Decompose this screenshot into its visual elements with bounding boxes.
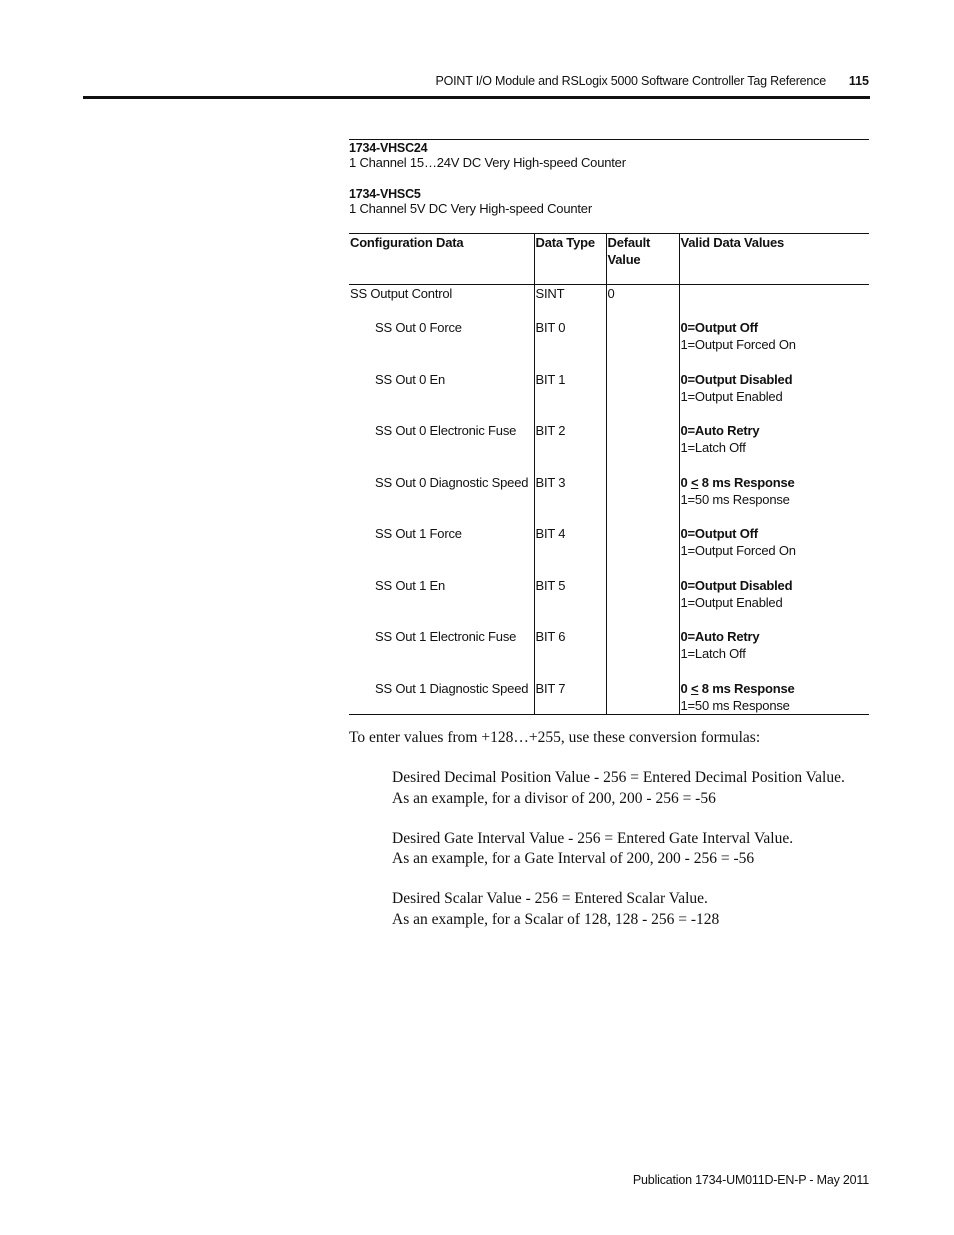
valid-value-alt: 1=50 ms Response — [680, 697, 790, 713]
default-cell — [606, 680, 679, 715]
value-text: 0 — [680, 680, 691, 696]
valid-value-default: 0=Output Off — [680, 320, 758, 335]
less-equal-symbol: < — [690, 680, 699, 696]
values-cell — [679, 422, 869, 474]
formula-example: As an example, for a Gate Interval of 200, 200 - 256 = -56 — [392, 850, 755, 867]
config-cell: SS Out 1 Diagnostic Speed — [349, 680, 534, 715]
running-header: POINT I/O Module and RSLogix 5000 Software Controller Tag Reference — [435, 74, 826, 88]
less-equal-symbol: < — [690, 474, 699, 490]
type-cell: BIT 1 — [534, 371, 606, 423]
formula-line: Desired Scalar Value - 256 = Entered Scalar Value. — [392, 890, 708, 907]
table-row — [349, 422, 869, 474]
type-cell: BIT 5 — [534, 577, 606, 629]
table-row — [349, 474, 869, 526]
default-cell — [606, 422, 679, 474]
product-title: 1734-VHSC5 — [349, 187, 421, 201]
body-text — [349, 728, 869, 930]
intro-paragraph: To enter values from +128…+255, use these conversion formulas: — [349, 729, 761, 746]
valid-value-default: 0=Output Off — [680, 526, 758, 541]
formula-paragraph — [392, 889, 869, 930]
value-text: 0 — [680, 474, 691, 490]
default-cell — [606, 525, 679, 577]
config-cell: SS Out 1 En — [375, 577, 446, 593]
valid-value-alt: 1=50 ms Response — [680, 491, 790, 507]
valid-value-alt: 1=Latch Off — [680, 646, 746, 661]
formula-paragraph — [392, 829, 869, 870]
values-cell — [679, 628, 869, 680]
product-subtitle: 1 Channel 15…24V DC Very High-speed Counter — [349, 155, 626, 170]
formula-example: As an example, for a divisor of 200, 200 - 256 = -56 — [392, 789, 716, 807]
default-cell — [606, 319, 679, 371]
type-cell: BIT 3 — [534, 474, 606, 526]
table-row — [349, 525, 869, 577]
value-text: 8 ms Response — [698, 474, 795, 490]
table-row — [349, 285, 869, 320]
default-cell — [606, 628, 679, 680]
valid-value-alt: 1=Output Forced On — [680, 543, 796, 558]
formula-line: Desired Decimal Position Value - 256 = Entered Decimal Position Value. — [392, 769, 845, 786]
valid-value-default — [681, 680, 868, 697]
product-block — [349, 139, 869, 216]
product-title: 1734-VHSC24 — [349, 141, 428, 155]
values-cell — [679, 525, 869, 577]
values-cell — [679, 474, 869, 526]
type-cell: BIT 0 — [534, 319, 606, 371]
column-header: Configuration Data — [349, 234, 534, 285]
column-header: Default Value — [606, 234, 679, 285]
valid-value-default: 0=Output Disabled — [680, 577, 793, 593]
valid-value-alt: 1=Output Forced On — [680, 337, 796, 352]
default-cell: 0 — [606, 285, 679, 320]
valid-value-default: 0=Auto Retry — [680, 629, 760, 644]
values-cell — [679, 319, 869, 371]
values-cell — [679, 680, 869, 715]
values-cell — [679, 285, 869, 320]
publication-footer: Publication 1734-UM011D-EN-P - May 2011 — [632, 1173, 869, 1187]
table-header-row — [349, 234, 869, 285]
product-subtitle: 1 Channel 5V DC Very High-speed Counter — [349, 201, 592, 216]
config-cell: SS Output Control — [350, 286, 453, 301]
column-header: Valid Data Values — [679, 234, 869, 285]
valid-value-default — [681, 474, 868, 491]
type-cell: SINT — [534, 285, 606, 320]
valid-value-alt: 1=Output Enabled — [680, 594, 783, 610]
config-cell: SS Out 0 Electronic Fuse — [375, 423, 517, 438]
default-cell — [606, 371, 679, 423]
type-cell: BIT 4 — [534, 525, 606, 577]
type-cell: BIT 2 — [534, 422, 606, 474]
valid-value-alt: 1=Output Enabled — [680, 388, 783, 404]
config-cell: SS Out 0 Diagnostic Speed — [375, 474, 529, 490]
config-cell: SS Out 0 Force — [375, 320, 462, 335]
config-cell: SS Out 0 En — [375, 371, 446, 387]
formula-line: Desired Gate Interval Value - 256 = Entered Gate Interval Value. — [392, 829, 794, 847]
table-row — [349, 680, 869, 715]
config-cell: SS Out 1 Electronic Fuse — [375, 629, 517, 644]
default-cell — [606, 577, 679, 629]
formula-paragraph — [392, 768, 869, 809]
configuration-table — [349, 233, 869, 715]
values-cell — [679, 577, 869, 629]
formula-example: As an example, for a Scalar of 128, 128 - 256 = -128 — [392, 910, 720, 928]
table-row — [349, 628, 869, 680]
valid-value-default: 0=Auto Retry — [680, 423, 760, 438]
valid-value-alt: 1=Latch Off — [680, 440, 746, 455]
table-row — [349, 319, 869, 371]
table-row — [349, 577, 869, 629]
values-cell — [679, 371, 869, 423]
value-text: 8 ms Response — [698, 680, 795, 696]
default-cell — [606, 474, 679, 526]
table-row — [349, 371, 869, 423]
page-number: 115 — [848, 74, 869, 88]
config-cell: SS Out 1 Force — [375, 526, 462, 541]
column-header: Data Type — [534, 234, 606, 285]
type-cell: BIT 6 — [534, 628, 606, 680]
type-cell: BIT 7 — [534, 680, 606, 715]
header-rule — [83, 96, 870, 99]
valid-value-default: 0=Output Disabled — [680, 371, 793, 387]
